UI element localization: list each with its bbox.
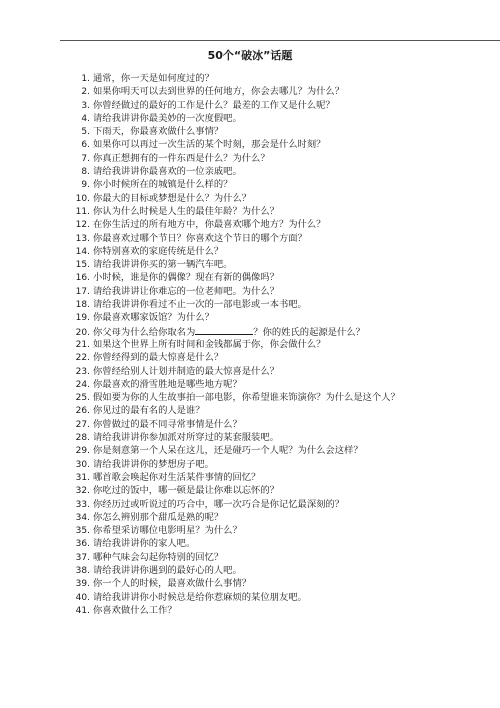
question-text: 你认为什么时候是人生的最佳年龄？为什么？ bbox=[93, 205, 279, 217]
question-text: 你最喜欢过哪个节日？你喜欢这个节日的哪个方面？ bbox=[93, 232, 307, 244]
list-item bbox=[74, 178, 494, 191]
list-item bbox=[74, 152, 494, 165]
item-number: 19. bbox=[75, 313, 90, 324]
list-item bbox=[74, 205, 494, 218]
item-number: 31. bbox=[75, 472, 90, 483]
list-item bbox=[74, 524, 494, 537]
item-number: 6. bbox=[81, 140, 90, 151]
list-item bbox=[74, 591, 494, 604]
question-text: 你特别喜欢的家庭传统是什么？ bbox=[93, 245, 224, 257]
question-text: 通常，你一天是如何度过的？ bbox=[93, 73, 214, 84]
item-number: 3. bbox=[81, 100, 90, 111]
item-number: 35. bbox=[75, 526, 90, 537]
item-number: 25. bbox=[75, 393, 90, 404]
item-number: 18. bbox=[75, 300, 90, 311]
item-number: 34. bbox=[75, 512, 90, 523]
list-item bbox=[74, 338, 494, 351]
list-item bbox=[74, 604, 494, 617]
question-text: 你是刻意第一个人呆在这儿，还是碰巧一个人呢？为什么会这样？ bbox=[93, 445, 363, 457]
list-item bbox=[74, 138, 494, 151]
item-number: 15. bbox=[75, 260, 90, 271]
question-text: 请给我讲讲你买的第一辆汽车吧。 bbox=[93, 259, 233, 271]
question-text: 你父母为什么给你取名为 bbox=[93, 326, 196, 338]
question-text: 你经历过或听说过的巧合中，哪一次巧合是你记忆最深刻的？ bbox=[93, 498, 345, 510]
list-item bbox=[74, 498, 494, 511]
list-item bbox=[74, 165, 494, 178]
question-text: 请给我讲讲让你难忘的一位老师吧。为什么？ bbox=[93, 285, 279, 297]
list-item bbox=[74, 431, 494, 444]
question-text: 哪种气味会勾起你特别的回忆？ bbox=[93, 551, 224, 563]
item-number: 1. bbox=[81, 74, 90, 84]
list-item bbox=[74, 471, 494, 484]
question-text: 你一个人的时候，最喜欢做什么事情？ bbox=[93, 578, 252, 590]
list-item bbox=[74, 112, 494, 125]
question-text: 请给我讲讲你的家人吧。 bbox=[93, 538, 196, 550]
list-item bbox=[74, 298, 494, 311]
question-text: 请给我讲讲你遇到的最好心的人吧。 bbox=[93, 564, 242, 576]
item-number: 8. bbox=[81, 167, 90, 178]
item-number: 37. bbox=[75, 552, 90, 563]
question-text: 请给我讲讲你小时候总是给你惹麻烦的某位朋友吧。 bbox=[93, 591, 307, 603]
list-item bbox=[74, 325, 494, 338]
item-number: 11. bbox=[75, 206, 90, 217]
item-number: 27. bbox=[75, 419, 90, 430]
question-text: 你希望采访哪位电影明星？为什么？ bbox=[93, 525, 242, 537]
question-list bbox=[74, 72, 494, 617]
question-text: 你真正想拥有的一件东西是什么？为什么？ bbox=[93, 152, 270, 164]
question-text: 你吃过的饭中，哪一顿是最让你难以忘怀的？ bbox=[93, 485, 279, 497]
list-item bbox=[74, 564, 494, 577]
item-number: 17. bbox=[75, 286, 90, 297]
item-number: 28. bbox=[75, 433, 90, 444]
list-item bbox=[74, 404, 494, 417]
list-item bbox=[74, 192, 494, 205]
list-item bbox=[74, 258, 494, 271]
item-number: 12. bbox=[75, 220, 90, 231]
list-item bbox=[74, 378, 494, 391]
fill-in-blank bbox=[195, 325, 253, 335]
list-item bbox=[74, 125, 494, 138]
question-text: 请给我讲讲你最美妙的一次度假吧。 bbox=[93, 112, 242, 124]
list-item bbox=[74, 391, 494, 404]
item-number: 22. bbox=[75, 353, 90, 364]
item-number: 32. bbox=[75, 486, 90, 497]
question-text: 你见过的最有名的人是谁？ bbox=[93, 405, 205, 417]
item-number: 20. bbox=[75, 327, 90, 338]
list-item bbox=[74, 458, 494, 471]
list-item bbox=[74, 218, 494, 231]
list-item bbox=[74, 365, 494, 378]
list-item bbox=[74, 418, 494, 431]
list-item bbox=[74, 232, 494, 245]
list-item bbox=[74, 245, 494, 258]
list-item bbox=[74, 444, 494, 457]
item-number: 10. bbox=[75, 193, 90, 204]
question-text: 请给我讲讲你最喜欢的一位亲戚吧。 bbox=[93, 166, 242, 178]
item-number: 24. bbox=[75, 379, 90, 390]
item-number: 29. bbox=[75, 446, 90, 457]
question-text: 在你生活过的所有地方中，你最喜欢哪个地方？为什么？ bbox=[93, 219, 326, 231]
list-item bbox=[74, 577, 494, 590]
list-item bbox=[74, 271, 494, 284]
top-rule bbox=[60, 40, 500, 41]
list-item bbox=[74, 351, 494, 364]
item-number: 5. bbox=[81, 127, 90, 138]
item-number: 9. bbox=[81, 180, 90, 191]
item-number: 16. bbox=[75, 273, 90, 284]
question-text: 如果你明天可以去到世界的任何地方，你会去哪儿？为什么？ bbox=[93, 86, 345, 98]
question-text: 请给我讲讲你的梦想房子吧。 bbox=[93, 458, 214, 470]
item-number: 36. bbox=[75, 539, 90, 550]
list-item bbox=[74, 484, 494, 497]
list-item bbox=[74, 99, 494, 112]
question-text: 你曾经得到的最大惊喜是什么？ bbox=[93, 352, 224, 364]
item-number: 39. bbox=[75, 579, 90, 590]
question-text: 你曾经给别人计划并制造的最大惊喜是什么？ bbox=[93, 365, 279, 377]
item-number: 30. bbox=[75, 459, 90, 470]
item-number: 21. bbox=[75, 339, 90, 350]
question-text: 请给我讲讲你参加派对所穿过的某套服装吧。 bbox=[93, 432, 279, 444]
question-text: 小时候，谁是你的偶像？现在有新的偶像吗？ bbox=[93, 272, 279, 284]
question-text: 你怎么辨别那个甜瓜是熟的呢？ bbox=[93, 511, 224, 523]
item-number: 41. bbox=[75, 605, 90, 616]
item-number: 4. bbox=[81, 113, 90, 124]
question-text: 你最大的目标或梦想是什么？为什么？ bbox=[93, 192, 252, 204]
item-number: 7. bbox=[81, 153, 90, 164]
question-text: 假如要为你的人生故事拍一部电影，你希望谁来饰演你？为什么是这个人？ bbox=[93, 392, 400, 404]
question-text: 请给我讲讲你看过不止一次的一部电影或一本书吧。 bbox=[93, 299, 307, 311]
page-title: 50个“破冰”话题 bbox=[207, 49, 293, 62]
question-text: 你喜欢做什么工作？ bbox=[93, 604, 177, 616]
list-item bbox=[74, 85, 494, 98]
list-item bbox=[74, 72, 494, 85]
item-number: 14. bbox=[75, 246, 90, 257]
item-number: 33. bbox=[75, 499, 90, 510]
item-number: 38. bbox=[75, 565, 90, 576]
list-item bbox=[74, 511, 494, 524]
item-number: 40. bbox=[75, 592, 90, 603]
list-item bbox=[74, 551, 494, 564]
list-item bbox=[74, 537, 494, 550]
question-text: 如果你可以再过一次生活的某个时刻，那会是什么时刻？ bbox=[93, 139, 326, 151]
question-text: 你曾经做过的最好的工作是什么？最差的工作又是什么呢？ bbox=[93, 99, 335, 111]
list-item bbox=[74, 311, 494, 324]
question-text: 你最喜欢哪家饭馆？为什么？ bbox=[93, 312, 214, 324]
item-number: 13. bbox=[75, 233, 90, 244]
question-text: 哪首歌会唤起你对生活某件事情的回忆？ bbox=[93, 471, 261, 483]
question-text: 你小时候所在的城镇是什么样的？ bbox=[93, 179, 233, 191]
question-text-continued: ？你的姓氏的起源是什么？ bbox=[253, 326, 365, 338]
question-text: 如果这个世界上所有时间和金钱都属于你，你会做什么？ bbox=[93, 338, 326, 350]
item-number: 2. bbox=[81, 87, 90, 98]
item-number: 26. bbox=[75, 406, 90, 417]
item-number: 23. bbox=[75, 366, 90, 377]
question-text: 下雨天，你最喜欢做什么事情？ bbox=[93, 126, 224, 138]
list-item bbox=[74, 285, 494, 298]
question-text: 你最喜欢的滑雪胜地是哪些地方呢？ bbox=[93, 378, 242, 390]
question-text: 你曾做过的最不同寻常事情是什么？ bbox=[93, 418, 242, 430]
